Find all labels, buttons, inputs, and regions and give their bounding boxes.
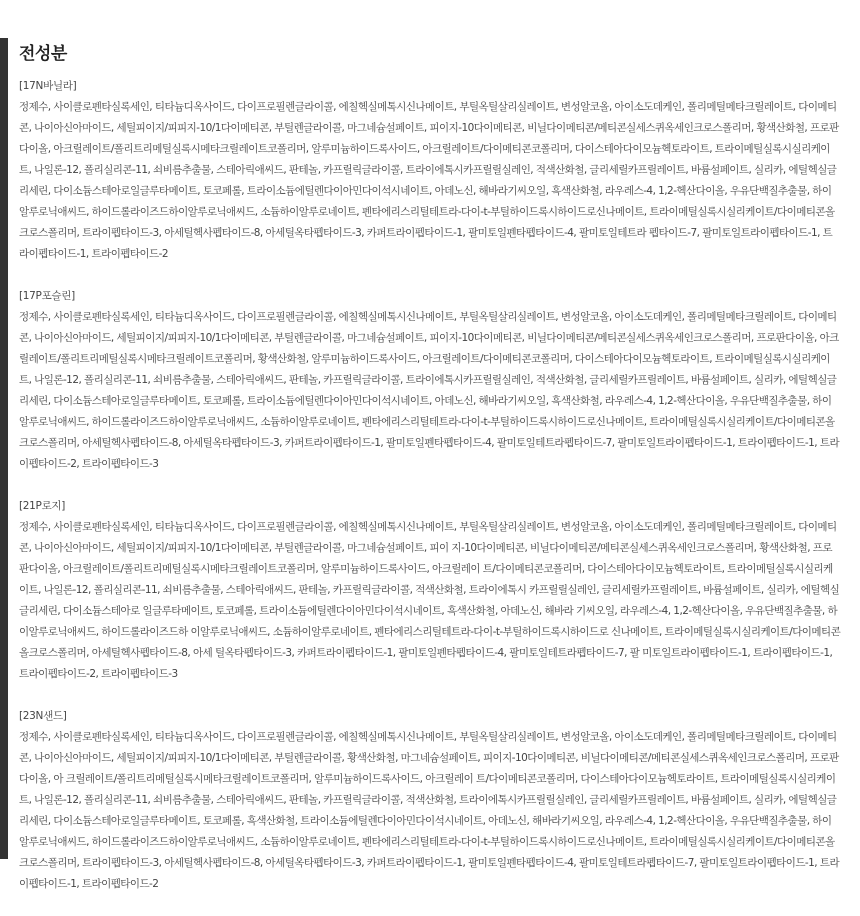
ingredient-section-17p xyxy=(19,286,841,475)
ingredient-section-21p xyxy=(19,496,841,685)
section-label: [21P로지] xyxy=(19,500,66,512)
ingredient-list: 정제수, 사이클로펜타실록세인, 티타늄디옥사이드, 다이프로필렌글라이콜, 에칠헥실메톡시신나메이트, 부틸옥틸살리실레이트, 변성알코올, 아이소도데케인, 폴리메틸메타크릴레이트, 다이메티콘, 나이아신아마이드, 세틸피이지/피피지-10/1다이메티콘, 부틸렌글라이콜, 마그네슘설페이트, 피이지-10다이메티콘, 비닐다이메티콘/메티콘실세스퀴옥세인크로스폴리머, 황색산화철, 프로판다이올, 아크릴레이트/폴리트리메틸실록시메타크릴레이트코폴리머, 알루미늄하이드록사이드, 아크릴레이트/다이메티콘코폴리머, 다이스테아다이모늄헥토라이트, 트라이메틸실록시실리케이트, 나일론-12, 폴리실리콘-11, 쇠비름추출물, 스테아릭애씨드, 판테놀, 카프릴릭글라이콜, 트라이에톡시카프릴릴실레인, 적색산화철, 글리세릴카프릴레이트, 바륨설페이트, 실리카, 에틸헥실글리세린, 다이소듐스테아로일글루타메이트, 토코페롤, 트라이소듐에틸렌다이아민다이석시네이트, 아데노신, 해바라기씨오일, 흑색산화철, 라우레스-4, 1,2-헥산다이올, 우유단백질추출물, 하이알루로닉애씨드, 하이드롤라이즈드하이알루로닉애씨드, 소듐하이알루로네이트, 펜타에리스리틸테트라-다이-t-부틸하이드록시하이드로신나메이트, 트라이메틸실록시실리케이트/다이메티콘올크로스폴리머, 트라이펩타이드-3, 아세틸헥사펩타이드-8, 아세틸옥타펩타이드-3, 카퍼트라이펩타이드-1, 팔미토일펜타펩타이드-4, 팔미토일테트라 펩타이드-7, 팔미토일트라이펩타이드-1, 트라이펩타이드-1, 트라이펩타이드-2 xyxy=(19,101,839,260)
ingredient-list: 정제수, 사이클로펜타실록세인, 티타늄디옥사이드, 다이프로필렌글라이콜, 에칠헥실메톡시신나메이트, 부틸옥틸살리실레이트, 변성알코올, 아이소도데케인, 폴리메틸메타크릴레이트, 다이메티콘, 나이아신아마이드, 세틸피이지/피피지-10/1다이메티콘, 부틸렌글라이콜, 마그네슘설페이트, 피이지-10다이메티콘, 비닐다이메티콘/메티콘실세스퀴옥세인크로스폴리머, 프로판다이올, 아크릴레이트/폴리트리메틸실록시메타크릴레이트코폴리머, 황색산화철, 알루미늄하이드록사이드, 아크릴레이트/다이메티콘코폴리머, 다이스테아다이모늄헥토라이트, 트라이메틸실록시실리케이트, 나일론-12, 폴리실리콘-11, 쇠비름추출물, 스테아릭애씨드, 판테놀, 카프릴릭글라이콜, 트라이에톡시카프릴릴실레인, 적색산화철, 글리세릴카프릴레이트, 바륨설페이트, 실리카, 에틸헥실글리세린, 다이소듐스테아로일글루타메이트, 토코페롤, 트라이소듐에틸렌다이아민다이석시네이트, 아데노신, 해바라기씨오일, 흑색산화철, 라우레스-4, 1,2-헥산다이올, 우유단백질추출물, 하이알루로닉애씨드, 하이드롤라이즈드하이알루로닉애씨드, 소듐하이알루로네이트, 펜타에리스리틸테트라-다이-t-부틸하이드록시하이드로신나메이트, 트라이메틸실록시실리케이트/다이메티콘올크로스폴리머, 아세틸헥사펩타이드-8, 아세틸옥타펩타이드-3, 카퍼트라이펩타이드-1, 팔미토일펜타펩타이드-4, 팔미토일테트라펩타이드-7, 팔미토일트라이펩타이드-1, 트라이펩타이드-1, 트라이펩타이드-2, 트라이펩타이드-3 xyxy=(19,311,840,470)
section-label: [23N샌드] xyxy=(19,710,67,722)
ingredient-section-23n xyxy=(19,706,841,895)
ingredients-page xyxy=(0,38,860,890)
ingredient-list: 정제수, 사이클로펜타실록세인, 티타늄디옥사이드, 다이프로필렌글라이콜, 에칠헥실메톡시신나메이트, 부틸옥틸살리실레이트, 변성알코올, 아이소도데케인, 폴리메틸메타크릴레이트, 다이메티 콘, 나이아신아마이드, 세틸피이지/피피지-10/1다이메티콘, 부틸렌글라이콜, 마그네슘설페이트, 피이 지-10다이메티콘, 비닐다이메티콘/메티콘실세스퀴옥세인크로스폴리머, 황색산화철, 프로판다이올, 아크릴레이트/폴리트리메틸실록시메타크릴레이트코폴리머, 알루미늄하이드록사이드, 아크릴레이 트/다이메티콘코폴리머, 다이스테아다이모늄헥토라이트, 트라이메틸실록시실리케이트, 나일론-12, 폴리실리콘-11, 쇠비름추출물, 스테아릭애씨드, 판테놀, 카프릴릭글라이콜, 적색산화철, 트라이에톡시 카프릴릴실레인, 글리세릴카프릴레이트, 바륨설페이트, 실리카, 에틸헥실글리세린, 다이소듐스테아로 일글루타메이트, 토코페롤, 트라이소듐에틸렌다이아민다이석시네이트, 흑색산화철, 아데노신, 해바라 기씨오일, 라우레스-4, 1,2-헥산다이올, 우유단백질추출물, 하이알루로닉애씨드, 하이드롤라이즈드하 이알루로닉애씨드, 소듐하이알루로네이트, 펜타에리스리틸테트라-다이-t-부틸하이드록시하이드로 신나메이트, 트라이메틸실록시실리케이트/다이메티콘올크로스폴리머, 아세틸헥사펩타이드-8, 아세 틸옥타펩타이드-3, 카퍼트라이펩타이드-1, 팔미토일펜타펩타이드-4, 팔미토일테트라펩타이드-7, 팔 미토일트라이펩타이드-1, 트라이펩타이드-1, 트라이펩타이드-2, 트라이펩타이드-3 xyxy=(19,521,841,680)
ingredient-section-17n xyxy=(19,76,841,265)
ingredient-list: 정제수, 사이클로펜타실록세인, 티타늄디옥사이드, 다이프로필렌글라이콜, 에칠헥실메톡시신나메이트, 부틸옥틸살리실레이트, 변성알코올, 아이소도데케인, 폴리메틸메타크릴레이트, 다이메티콘, 나이아신아마이드, 세틸피이지/피피지-10/1다이메티콘, 부틸렌글라이콜, 황색산화철, 마그네슘설페이트, 피이지-10다이메티콘, 비닐다이메티콘/메티콘실세스퀴옥세인크로스폴리머, 프로판다이올, 아 크릴레이트/폴리트리메틸실록시메타크릴레이트코폴리머, 알루미늄하이드록사이드, 아크릴레이 트/다이메티콘코폴리머, 다이스테아다이모늄헥토라이트, 트라이메틸실록시실리케이트, 나일론-12, 폴리실리콘-11, 쇠비름추출물, 스테아릭애씨드, 판테놀, 카프릴릭글라이콜, 적색산화철, 트라이에톡시카프릴릴실레인, 글리세릴카프릴레이트, 바륨설페이트, 실리카, 에틸헥실글리세린, 다이소듐스테아로일글루타메이트, 토코페롤, 흑색산화철, 트라이소듐에틸렌다이아민다이석시네이트, 아데노신, 해바라기씨오일, 라우레스-4, 1,2-헥산다이올, 우유단백질추출물, 하이알루로닉애씨드, 하이드롤라이즈드하이알루로닉애씨드, 소듐하이알루로네이트, 펜타에리스리틸테트라-다이-t-부틸하이드록시하이드로신나메이트, 트라이메틸실록시실리케이트/다이메티콘올크로스폴리머, 트라이펩타이드-3, 아세틸헥사펩타이드-8, 아세틸옥타펩타이드-3, 카퍼트라이펩타이드-1, 팔미토일펜타펩타이드-4, 팔미토일테트라펩타이드-7, 팔미토일트라이펩타이드-1, 트라이펩타이드-1, 트라이펩타이드-2 xyxy=(19,731,840,890)
accent-bar xyxy=(0,38,8,859)
ingredients-content xyxy=(19,38,841,916)
section-label: [17P포슬린] xyxy=(19,290,75,302)
section-label: [17N바닐라] xyxy=(19,80,77,92)
page-title: 전성분 xyxy=(19,44,67,64)
